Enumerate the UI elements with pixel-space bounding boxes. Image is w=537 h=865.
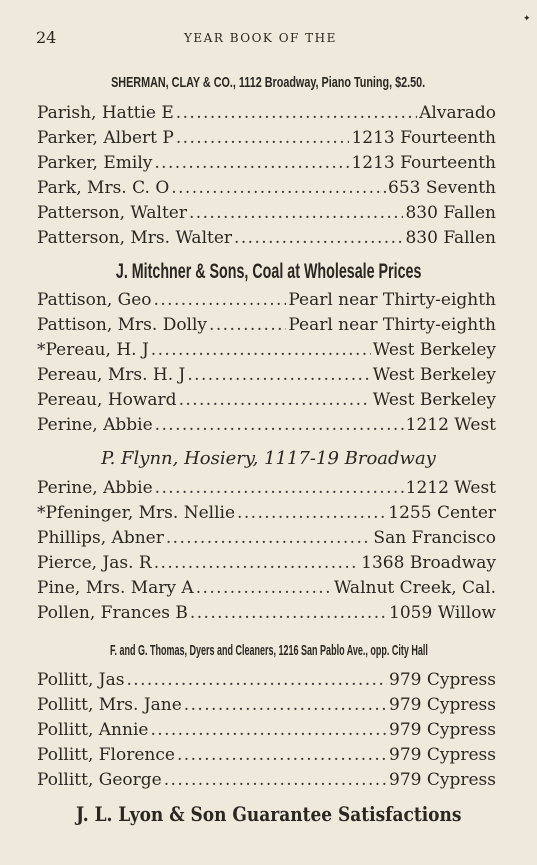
corner-mark-icon: ✦ (523, 14, 531, 24)
ad-text: SHERMAN, CLAY & CO., 1112 Broadway, Piano Tuning, $2.50. (111, 74, 426, 91)
list-item (37, 203, 496, 227)
list-item (37, 745, 496, 769)
list-item (37, 670, 496, 694)
ad-text: F. and G. Thomas, Dyers and Cleaners, 1216 San Pablo Ave., opp. City Hall (109, 642, 428, 659)
entry-address: 979 Cypress (389, 670, 496, 690)
list-item (37, 365, 496, 389)
entry-address: West Berkeley (372, 340, 496, 360)
entry-name: Pattison, Geo (37, 290, 152, 310)
entry-name: *Pereau, H. J (37, 340, 149, 360)
list-item (37, 315, 496, 339)
entry-name: Parish, Hattie E (37, 103, 174, 123)
entry-name: Pollitt, George (37, 770, 162, 790)
list-item (37, 528, 496, 552)
page-number: 24 (36, 28, 57, 47)
entry-name: *Pfeninger, Mrs. Nellie (37, 503, 236, 523)
list-item (37, 128, 496, 152)
list-item (37, 153, 496, 177)
ad-mitchner (0, 260, 537, 284)
entry-name: Pollen, Frances B (37, 603, 188, 623)
list-item (37, 503, 496, 527)
ad-thomas (0, 640, 537, 659)
entry-address: 979 Cypress (389, 720, 496, 740)
entry-address: 979 Cypress (389, 770, 496, 790)
list-item (37, 103, 496, 127)
entry-name: Pollitt, Annie (37, 720, 149, 740)
entry-name: Park, Mrs. C. O (37, 178, 170, 198)
list-item (37, 290, 496, 314)
entry-address: 1213 Fourteenth (351, 128, 496, 148)
entry-address: West Berkeley (372, 365, 496, 385)
list-item (37, 228, 496, 252)
entry-address: 830 Fallen (405, 228, 496, 248)
list-item (37, 415, 496, 439)
list-item (37, 695, 496, 719)
entry-address: San Francisco (373, 528, 496, 548)
entry-address: 830 Fallen (405, 203, 496, 223)
entry-name: Pierce, Jas. R (37, 553, 152, 573)
entry-name: Pollitt, Jas (37, 670, 125, 690)
list-item (37, 478, 496, 502)
entry-address: West Berkeley (372, 390, 496, 410)
entry-name: Perine, Abbie (37, 415, 153, 435)
list-item (37, 770, 496, 794)
entry-address: 1212 West (405, 478, 496, 498)
entry-name: Pereau, Mrs. H. J (37, 365, 186, 385)
entry-name: Pattison, Mrs. Dolly (37, 315, 208, 335)
entry-address: 979 Cypress (389, 745, 496, 765)
entry-name: Pereau, Howard (37, 390, 177, 410)
list-item (37, 178, 496, 202)
entry-address: 1213 Fourteenth (351, 153, 496, 173)
list-item (37, 720, 496, 744)
entry-address: 1059 Willow (389, 603, 496, 623)
ad-flynn (0, 448, 537, 469)
entry-address: Walnut Creek, Cal. (333, 578, 496, 598)
list-item (37, 340, 496, 364)
entry-name: Patterson, Walter (37, 203, 187, 223)
ad-lyon (0, 802, 537, 826)
list-item (37, 603, 496, 627)
entry-address: Alvarado (419, 103, 496, 123)
entry-name: Parker, Emily (37, 153, 153, 173)
entry-address: 1368 Broadway (361, 553, 496, 573)
entry-address: Pearl near Thirty-eighth (288, 290, 496, 310)
ad-text: J. L. Lyon & Son Guarantee Satisfactions (75, 802, 462, 826)
entry-name: Phillips, Abner (37, 528, 164, 548)
ad-sherman-clay (0, 72, 537, 91)
running-title: YEAR BOOK OF THE (184, 31, 337, 45)
entry-name: Pollitt, Florence (37, 745, 175, 765)
entry-name: Pine, Mrs. Mary A (37, 578, 194, 598)
page-header (36, 28, 506, 50)
ad-text: P. Flynn, Hosiery, 1117-19 Broadway (101, 448, 436, 469)
entry-address: 1212 West (405, 415, 496, 435)
entry-address: 1255 Center (388, 503, 496, 523)
entry-address: Pearl near Thirty-eighth (288, 315, 496, 335)
entry-name: Perine, Abbie (37, 478, 153, 498)
list-item (37, 390, 496, 414)
entry-address: 979 Cypress (389, 695, 496, 715)
list-item (37, 578, 496, 602)
list-item (37, 553, 496, 577)
entry-name: Pollitt, Mrs. Jane (37, 695, 182, 715)
entry-name: Parker, Albert P (37, 128, 174, 148)
ad-text: J. Mitchner & Sons, Coal at Wholesale Prices (115, 260, 422, 283)
entry-address: 653 Seventh (388, 178, 496, 198)
entry-name: Patterson, Mrs. Walter (37, 228, 233, 248)
